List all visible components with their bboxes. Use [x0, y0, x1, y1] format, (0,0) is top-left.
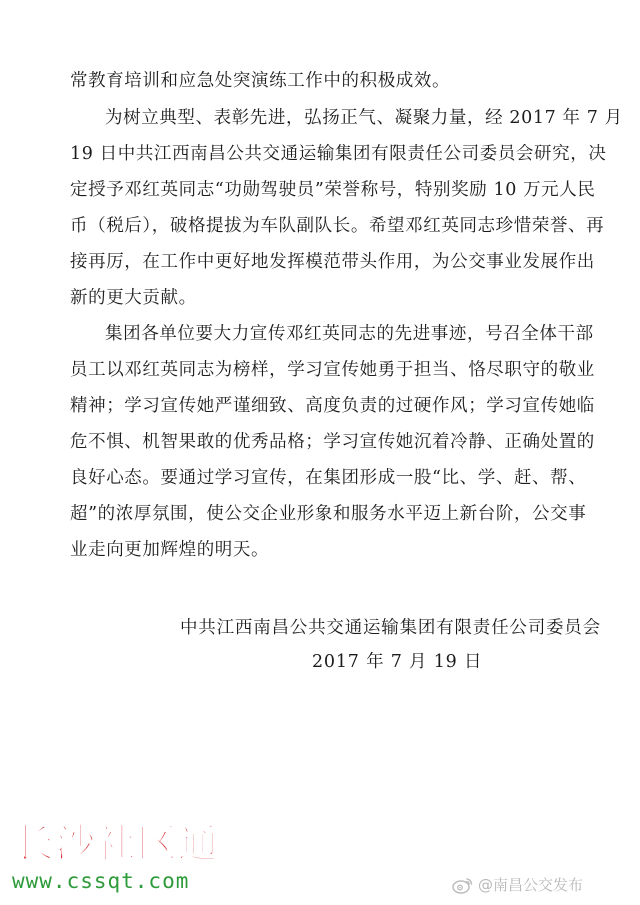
paragraph-line: 良好心态。要通过学习宣传，在集团形成一股“比、学、赶、帮、 [70, 468, 587, 488]
site-url-watermark: www.cssqt.com [12, 869, 190, 893]
paragraph-line: 业走向更加辉煌的明天。 [70, 540, 270, 560]
weibo-watermark [452, 874, 583, 895]
paragraph-line: 币（税后），破格提拔为车队副队长。希望邓红英同志珍惜荣誉、再 [70, 216, 605, 236]
paragraph-line: 新的更大贡献。 [70, 288, 197, 308]
site-logo-watermark: 长沙社区通 [14, 821, 219, 867]
paragraph-line: 员工以邓红英同志为榜样，学习宣传她勇于担当、恪尽职守的敬业 [70, 360, 595, 380]
paragraph-line: 为树立典型、表彰先进，弘扬正气、凝聚力量，经 2017 年 7 月 [105, 108, 623, 128]
paragraph-line: 危不惧、机智果敢的优秀品格；学习宣传她沉着冷静、正确处置的 [70, 432, 595, 452]
paragraph-line: 超”的浓厚氛围，使公交企业形象和服务水平迈上新台阶，公交事 [70, 504, 587, 524]
signature-date: 2017 年 7 月 19 日 [312, 652, 483, 672]
paragraph-line: 定授予邓红英同志“功勋驾驶员”荣誉称号，特别奖励 10 万元人民 [70, 180, 596, 200]
weibo-icon [452, 876, 474, 894]
paragraph-line: 19 日中共江西南昌公共交通运输集团有限责任公司委员会研究，决 [70, 144, 607, 164]
signature-organization: 中共江西南昌公共交通运输集团有限责任公司委员会 [180, 618, 601, 638]
paragraph-line: 精神；学习宣传她严谨细致、高度负责的过硬作风；学习宣传她临 [70, 396, 595, 416]
paragraph-line: 集团各单位要大力宣传邓红英同志的先进事迹，号召全体干部 [105, 324, 594, 344]
paragraph-line: 接再厉，在工作中更好地发挥模范带头作用，为公交事业发展作出 [70, 252, 595, 272]
paragraph-line: 常教育培训和应急处突演练工作中的积极成效。 [70, 71, 451, 91]
weibo-account: @南昌公交发布 [478, 876, 584, 894]
